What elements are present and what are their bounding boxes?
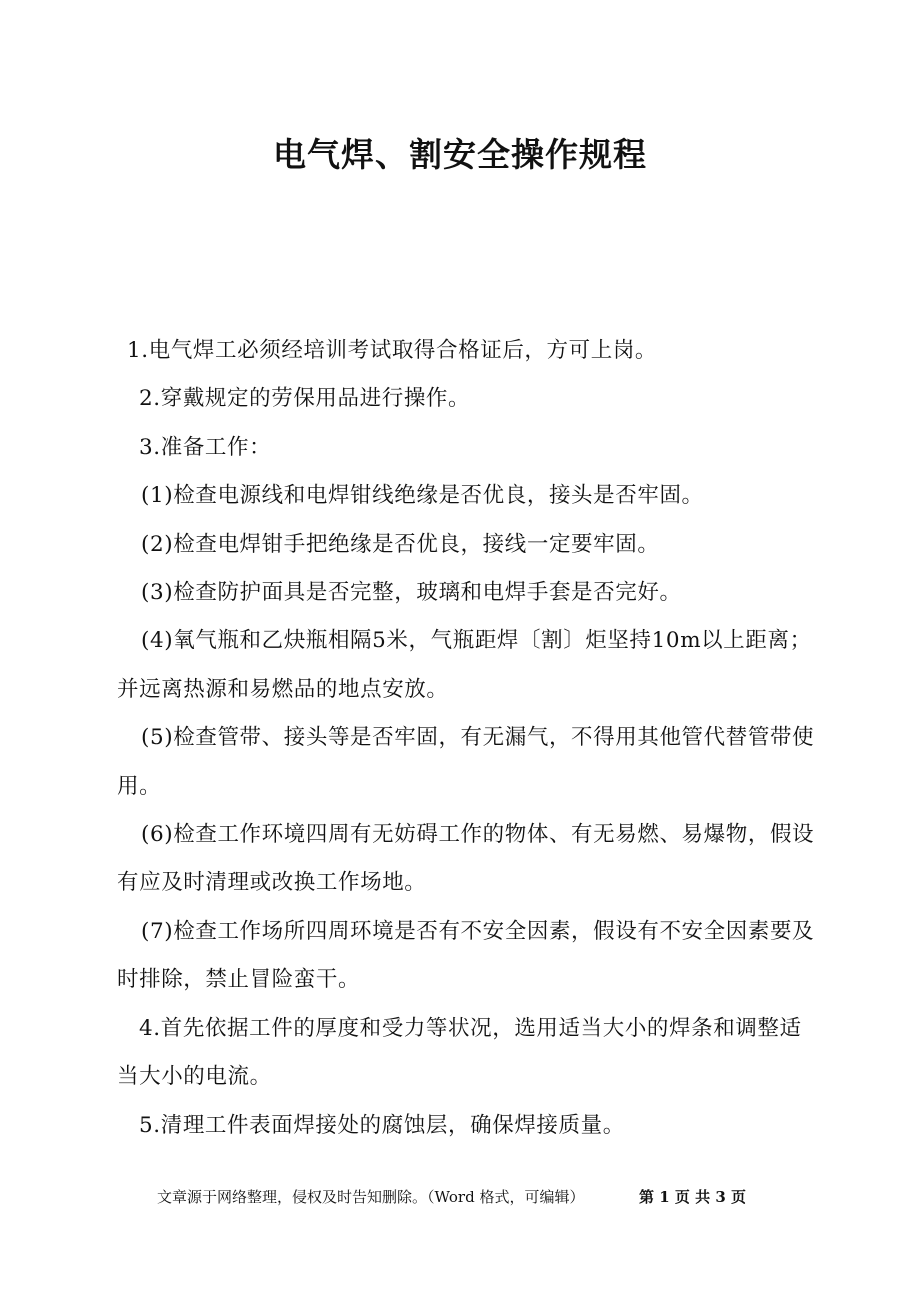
paragraph-3-2: (2)检查电焊钳手把绝缘是否优良，接线一定要牢固。 (141, 531, 660, 557)
document-body (117, 327, 817, 1150)
paragraph-3-3: (3)检查防护面具是否完整，玻璃和电焊手套是否完好。 (141, 580, 682, 606)
page-title: 电气焊、割安全操作规程 (273, 135, 647, 174)
paragraph-3-7: (7)检查工作场所四周环境是否有不安全因素，假设有不安全因素要及时排除，禁止冒险蛮干。 (117, 918, 815, 993)
paragraph-4: 4.首先依据工件的厚度和受力等状况，选用适当大小的焊条和调整适当大小的电流。 (117, 1015, 802, 1090)
footer-note: 文章源于网络整理，侵权及时告知删除。（Word 格式，可编辑） (157, 1188, 585, 1206)
paragraph-3-6: (6)检查工作环境四周有无妨碍工作的物体、有无易燃、易爆物，假设有应及时清理或改换工作场地。 (117, 822, 815, 896)
paragraph-3-1: (1)检查电源线和电焊钳线绝缘是否优良，接头是否牢固。 (141, 483, 704, 509)
paragraph-1: 1.电气焊工必须经培训考试取得合格证后，方可上岗。 (127, 338, 658, 363)
paragraph-5: 5.清理工件表面焊接处的腐蚀层，确保焊接质量。 (139, 1112, 625, 1138)
paragraph-3: 3.准备工作： (139, 434, 272, 460)
paragraph-3-4: (4)氧气瓶和乙炔瓶相隔5米，气瓶距焊〔割〕炬坚持10m以上距离；并远离热源和易燃品的地点安放。 (117, 628, 812, 702)
page-number: 第 1 页 共 3 页 (639, 1188, 746, 1206)
paragraph-2: 2.穿戴规定的劳保用品进行操作。 (139, 386, 471, 412)
paragraph-3-5: (5)检查管带、接头等是否牢固，有无漏气，不得用其他管代替管带使用。 (117, 725, 815, 799)
